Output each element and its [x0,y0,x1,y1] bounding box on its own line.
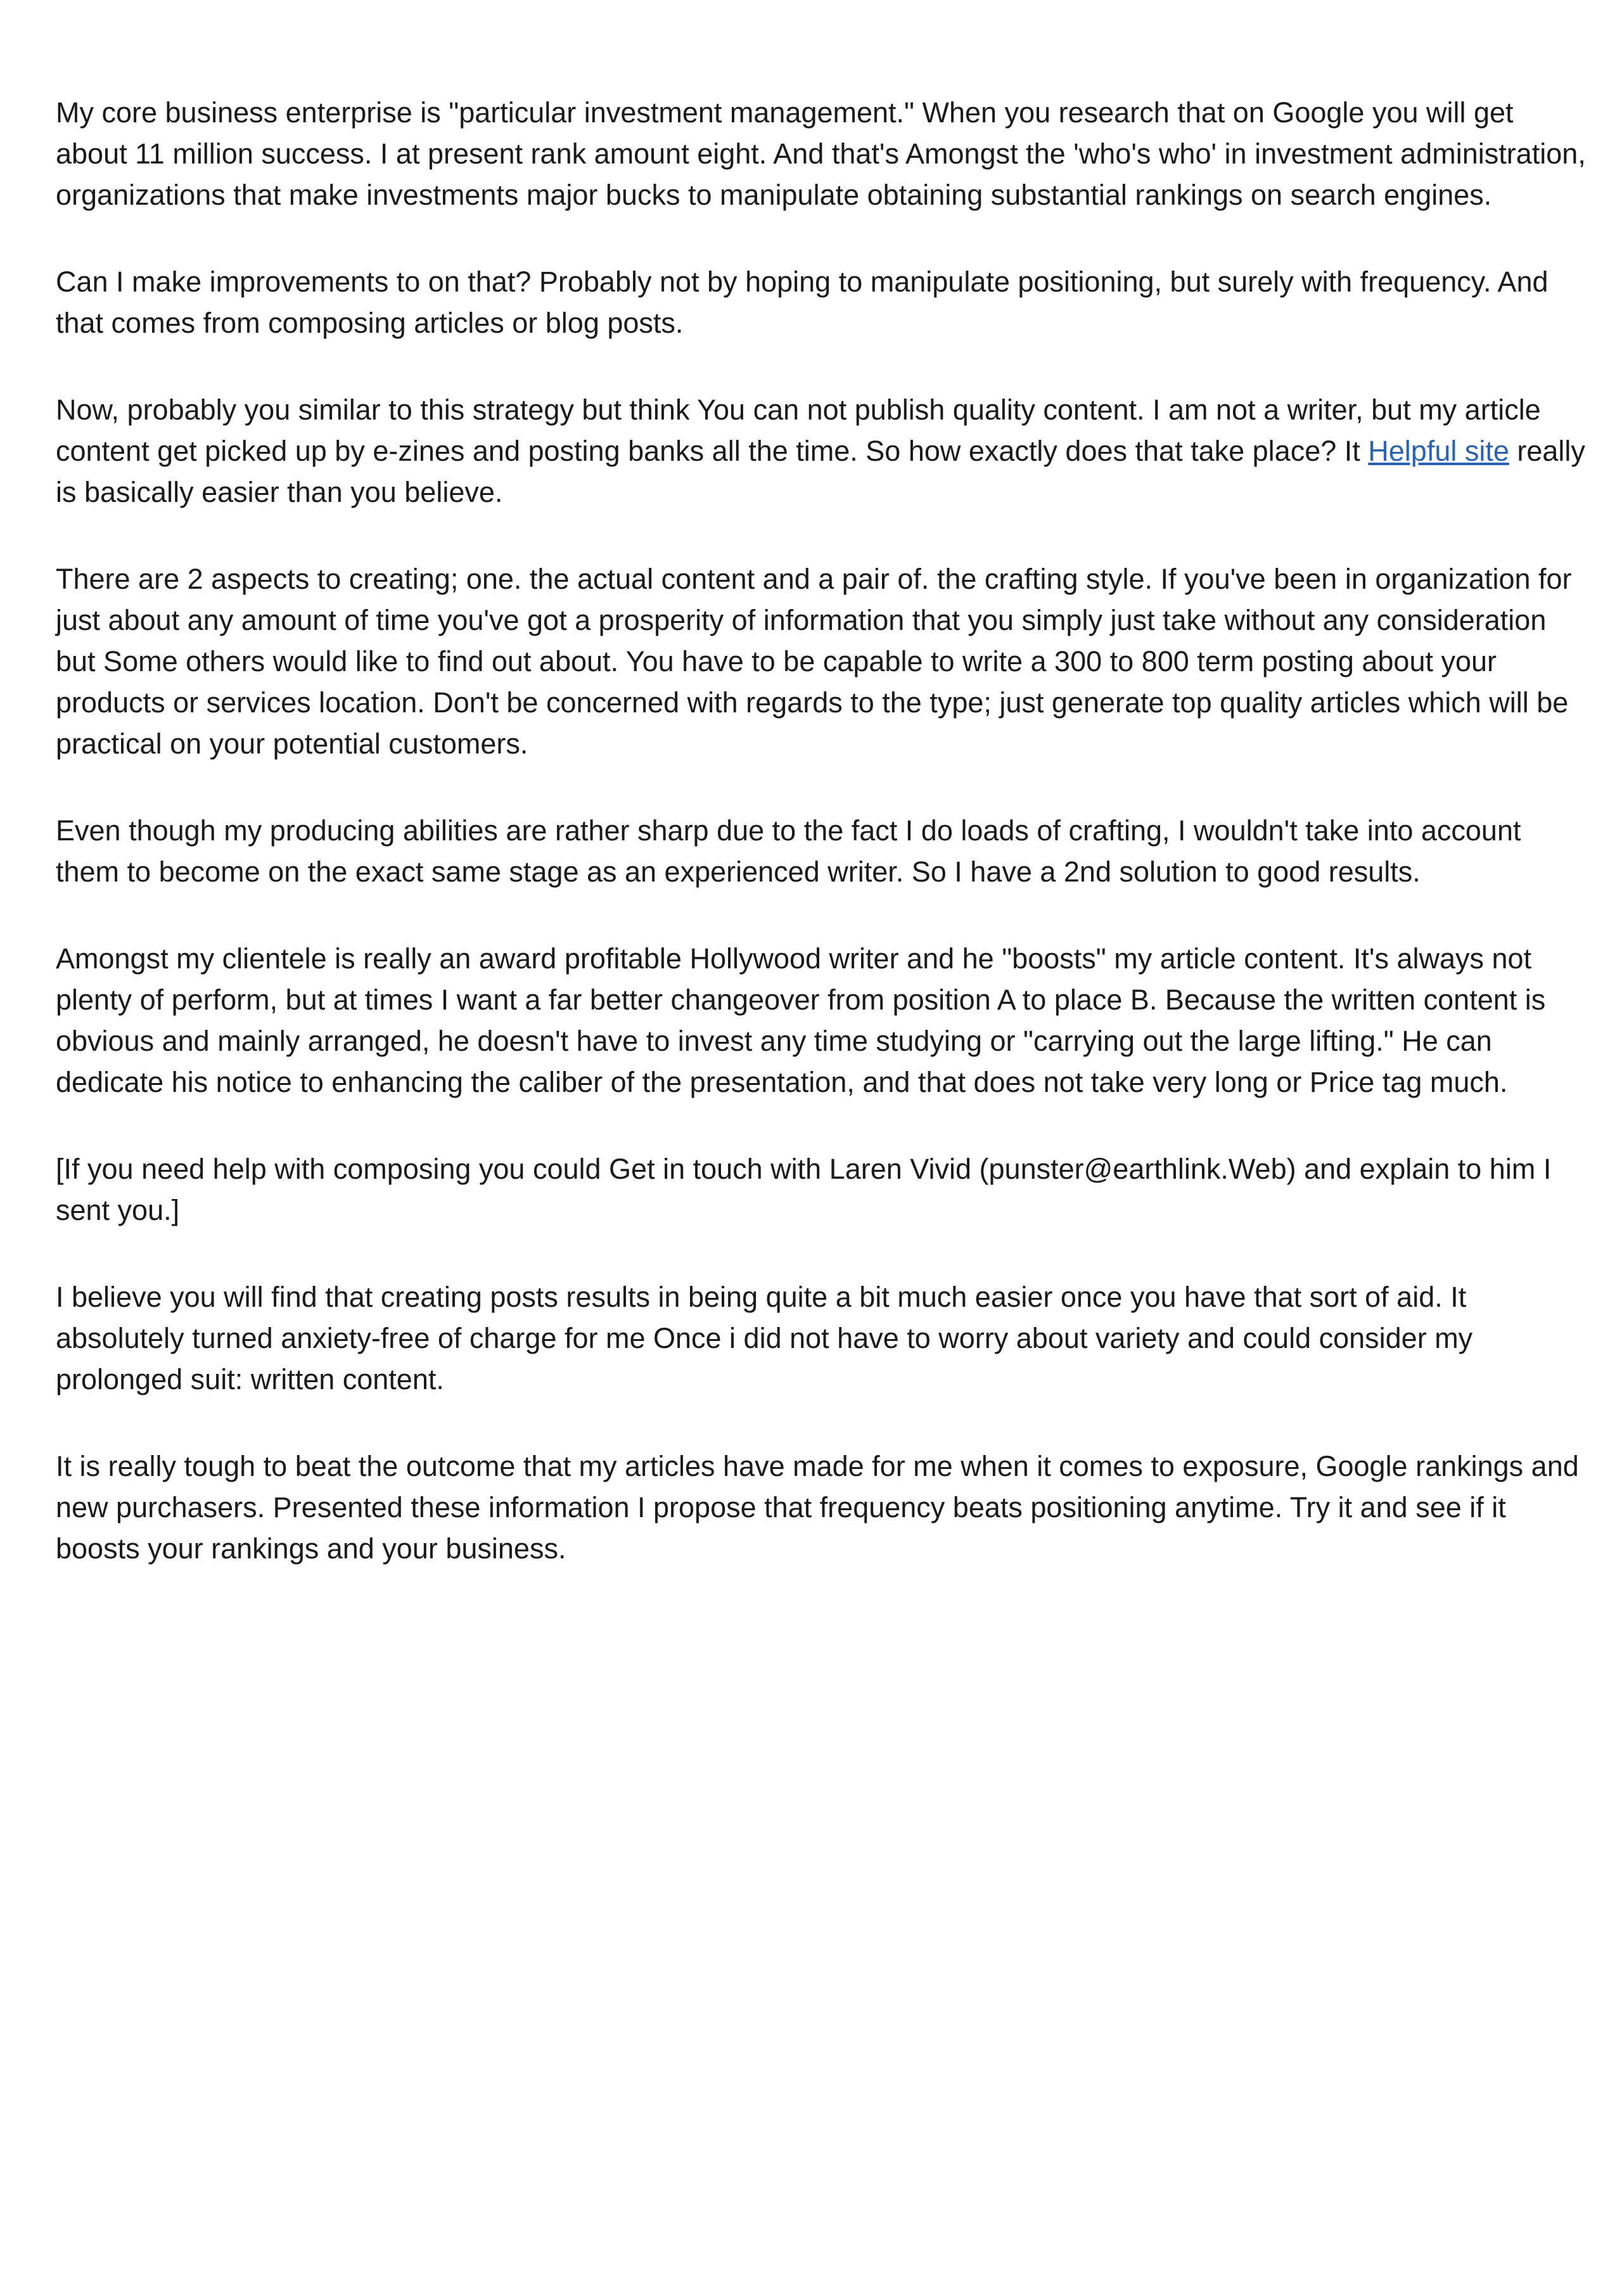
paragraph-3 [56,389,1589,513]
paragraph-8: I believe you will find that creating posts results in being quite a bit much easier once you have that sort of aid. It absolutely turned anxiety-free of charge for me Once i did not have to worry about variety and could consider my prolonged suit: written content. [56,1281,1473,1395]
paragraph-1: My core business enterprise is "particular investment management." When you research that on Google you will get about 11 million success. I at present rank amount eight. And that's Amongst the 'who's who' in investment administration, organizations that make investments major bucks to manipulate obtaining substantial rankings on search engines. [56,96,1586,211]
paragraph-5: Even though my producing abilities are rather sharp due to the fact I do loads of crafting, I wouldn't take into account them to become on the exact same stage as an experienced writer. So I have a 2nd solution to good results. [56,814,1521,888]
article-body [56,92,1589,1615]
paragraph-7: [If you need help with composing you could Get in touch with Laren Vivid (punster@earthlink.Web) and explain to him I sent you.] [56,1153,1552,1226]
paragraph-6: Amongst my clientele is really an award profitable Hollywood writer and he "boosts" my article content. It's always not plenty of perform, but at times I want a far better changeover from position A to place B. Because the written content is obvious and mainly arranged, he doesn't have to invest any time studying or "carrying out the large lifting." He can dedicate his notice to enhancing the caliber of the presentation, and that does not take very long or Price tag much. [56,942,1546,1098]
paragraph-3-text-before: Now, probably you similar to this strategy but think You can not publish quality content. I am not a writer, but my article content get picked up by e-zines and posting banks all the time. So how exactly does that take place? It [56,394,1541,467]
paragraph-2: Can I make improvements to on that? Probably not by hoping to manipulate positioning, but surely with frequency. And that comes from composing articles or blog posts. [56,266,1549,339]
paragraph-9: It is really tough to beat the outcome that my articles have made for me when it comes to exposure, Google rankings and new purchasers. Presented these information I propose that frequency beats positioning anytime. Try it and see if it boosts your rankings and your business. [56,1450,1579,1565]
paragraph-4: There are 2 aspects to creating; one. the actual content and a pair of. the crafting style. If you've been in organization for just about any amount of time you've got a prosperity of information that you simply just take without any consideration but Some others would like to find out about. You have to be capable to write a 300 to 800 term posting about your products or services location. Don't be concerned with regards to the type; just generate top quality articles which will be practical on your potential customers. [56,563,1572,760]
helpful-site-link[interactable]: Helpful site [1368,435,1509,467]
paragraph-3-text-after: really is basically easier than you believe. [56,435,1585,508]
